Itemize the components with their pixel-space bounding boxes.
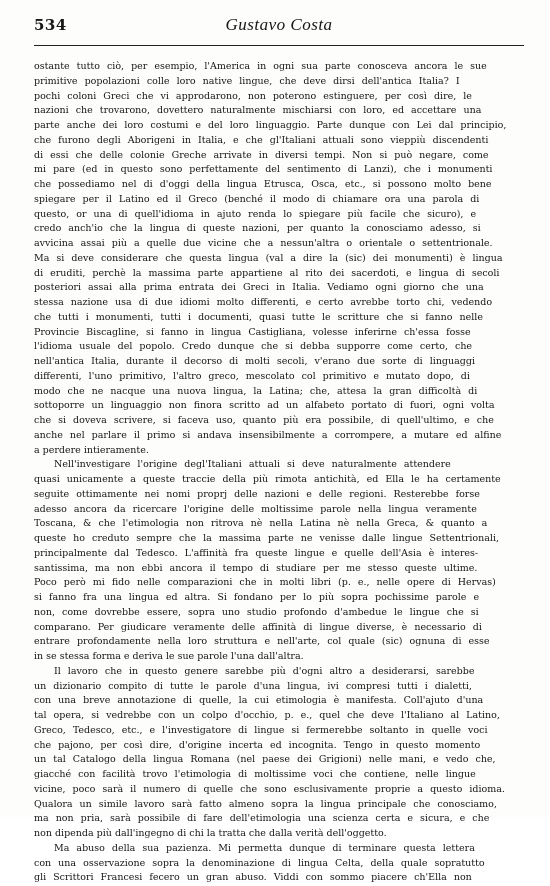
text-line: che tutti i monumenti, tutti i documenti, quasi tutte le scritture che si fanno nelle bbox=[34, 311, 483, 323]
text-line: giacché con facilità trovo l'etimologia di moltissime voci che contiene, nelle lingue bbox=[34, 769, 476, 780]
text-line: che si doveva scrivere, si faceva uso, quanto più era possibile, di quell'ultimo, e che bbox=[34, 415, 494, 426]
text-line: Poco però mi fido nelle comparazioni che in molti libri (p. e., nelle opere di Hervas) bbox=[34, 577, 496, 589]
text-line: ostante tutto ciò, per esempio, l'America in ogni sua parte conosceva ancora le sue bbox=[34, 61, 487, 72]
text-line: un tal Catalogo della lingua Romana (nel paese dei Grigioni) nelle mani, e vedo che, bbox=[34, 754, 496, 766]
text-line: con una osservazione sopra la denominazione di lingua Celta, della quale sopratutto bbox=[34, 857, 485, 869]
body-text bbox=[34, 60, 524, 886]
text-line: Qualora un simile lavoro sarà fatto almeno sopra la lingua principale che conosciamo, bbox=[34, 798, 497, 810]
text-line: queste ho creduto sempre che la massima parte ne venisse dalle lingue Settentrionali, bbox=[34, 533, 500, 544]
text-line: anche nel parlare il primo si andava insensibilmente a corrompere, a mutare ed alfine bbox=[34, 429, 502, 441]
text-line: questo, or una di quell'idioma in ajuto renda lo spiegare più facile che sicuro), e bbox=[34, 208, 477, 220]
text-line: Toscana, & che l'etimologia non ritrova nè nella Latina nè nella Greca, & quanto a bbox=[34, 518, 488, 530]
text-line: tal opera, si vedrebbe con un colpo d'occhio, p. e., quel che deve l'Italiano al Latino, bbox=[34, 710, 500, 721]
text-line: che possediamo nel di d'oggi della lingua Etrusca, Osca, etc., si possono molto bene bbox=[34, 179, 492, 190]
text-line: nell'antica Italia, durante il decorso di molti secoli, v'erano due sorte di linguaggi bbox=[34, 356, 475, 367]
text-line: Ma abuso della sua pazienza. Mi permetta dunque di terminare questa lettera bbox=[54, 842, 475, 854]
text-line: Il lavoro che in questo genere sarebbe più d'ogni altro a desiderarsi, sarebbe bbox=[54, 665, 475, 677]
text-line: posteriori assai alla prima entrata dei Greci in Italia. Vediamo ogni giorno che una bbox=[34, 282, 484, 294]
text-line: quasi unicamente a queste traccie della più rimota antichità, ed Ella le ha certamente bbox=[34, 474, 501, 485]
text-line: di eruditi, perchè la massima parte appartiene al rito dei sacerdoti, e lingua di secoli bbox=[34, 267, 500, 279]
text-line: Ma si deve considerare che questa lingua (val a dire la (sic) dei monumenti) è lingua bbox=[34, 252, 503, 264]
page-header bbox=[34, 11, 524, 46]
text-line: entrare profondamente nella loro struttura e nell'arte, col quale (sic) ognuna di esse bbox=[34, 636, 490, 648]
text-line: parte anche dei loro costumi e del loro linguaggio. Parte dunque con Lei dal principio, bbox=[34, 120, 507, 131]
text-line: di essi che delle colonie Greche arrivate in diversi tempi. Non si può negare, come bbox=[34, 149, 489, 161]
text-line: differenti, l'uno primitivo, l'altro greco, mescolato col primitivo e mutato dopo, di bbox=[34, 370, 470, 382]
text-line: un dizionario compito di tutte le parole d'una lingua, ivi compresi tutti i dialetti, bbox=[34, 680, 472, 692]
text-line: che furono degli Aborigeni in Italia, e che gl'Italiani attuali sono vieppiù discendenti bbox=[34, 134, 489, 146]
text-line: seguite ottimamente nei nomi proprj delle nazioni e delle regioni. Resterebbe forse bbox=[34, 488, 480, 500]
text-line: adesso ancora da ricercare l'origine delle moltissime parole nella lingua veramente bbox=[34, 503, 477, 515]
text-line: gli Scrittori Francesi fecero un gran abuso. Viddi con sommo piacere ch'Ella non bbox=[34, 872, 472, 884]
text-line: santissima, ma non ebbi ancora il tempo di studiare per me stesso queste ultime. bbox=[34, 562, 478, 574]
text-line: ma non pria, sarà possibile di fare dell'etimologia una scienza certa e sicura, e che bbox=[34, 813, 490, 825]
text-line: principalmente dal Tedesco. L'affinità fra queste lingue e quelle dell'Asia è interes- bbox=[34, 547, 479, 559]
page-number: 534 bbox=[34, 16, 67, 34]
text-line: sottoporre un linguaggio non finora scritto ad un alfabeto portato di fuori, ogni volta bbox=[34, 400, 495, 412]
text-line: primitive popolazioni colle loro native lingue, che deve dirsi dell'antica Italia? I bbox=[34, 75, 460, 87]
text-line: si fanno fra una lingua ed altra. Si fondano per lo più sopra pochissime parole e bbox=[34, 592, 480, 603]
text-line: Nell'investigare l'origine degl'Italiani attuali si deve naturalmente attendere bbox=[54, 459, 451, 471]
text-line: vicine, poco sarà il numero di quelle che sono esclusivamente proprie a questo idioma. bbox=[34, 783, 505, 795]
running-title: Gustavo Costa bbox=[225, 15, 333, 34]
text-line: stessa nazione usa di due idiomi molto differenti, e certo avrebbe torto chi, vedendo bbox=[34, 297, 493, 308]
text-line: avvicina assai più a quelle due vicine che a nessun'altra o orientale o settentrionale. bbox=[34, 238, 493, 249]
text-line: Greco, Tedesco, etc., e l'investigatore di lingue si fermerebbe soltanto in quelle voci bbox=[34, 724, 488, 736]
text-line: l'idioma usuale del popolo. Credo dunque che si debba supporre come certo, che bbox=[34, 341, 473, 353]
text-line: nazioni che trovarono, dovettero naturalmente mischiarsi con loro, ed accettare una bbox=[34, 105, 482, 117]
text-line: comparano. Per giudicare veramente delle affinità di lingue diverse, è necessario di bbox=[34, 621, 482, 633]
text-line: credo anch'io che la lingua di queste nazioni, per quanto la conosciamo adesso, si bbox=[34, 223, 481, 235]
text-line: che pajono, per così dire, d'origine incerta ed incognita. Tengo in questo momento bbox=[34, 739, 481, 751]
text-line: pochi coloni Greci che vi approdarono, non poterono estinguere, per così dire, le bbox=[34, 90, 472, 102]
text-line: modo che ne nacque una nuova lingua, la Latina; che, attesa la gran difficoltà di bbox=[34, 385, 478, 397]
text-line: spiegare per il Latino ed il Greco (benché il modo di chiamare ora una parola di bbox=[34, 193, 480, 205]
text-line: non, come dovrebbe essere, sopra uno studio profondo d'ambedue le lingue che si bbox=[34, 606, 479, 618]
text-line: a perdere intieramente. bbox=[34, 444, 149, 456]
text-line: non dipenda più dall'ingegno di chi la tratta che dalla verità dell'oggetto. bbox=[34, 828, 387, 839]
text-line: Provincie Biscagline, si fanno in lingua Castigliana, volesse inferirne ch'essa fosse bbox=[34, 326, 471, 338]
text-line: con una breve annotazione di quelle, la cui etimologia è manifesta. Coll'ajuto d'una bbox=[34, 695, 484, 707]
text-line: mi pare (ed in questo sono perfettamente del sentimento di Lanzi), che i monumenti bbox=[34, 164, 493, 176]
text-line: in se stessa forma e deriva le sue parole l'una dall'altra. bbox=[34, 651, 304, 662]
